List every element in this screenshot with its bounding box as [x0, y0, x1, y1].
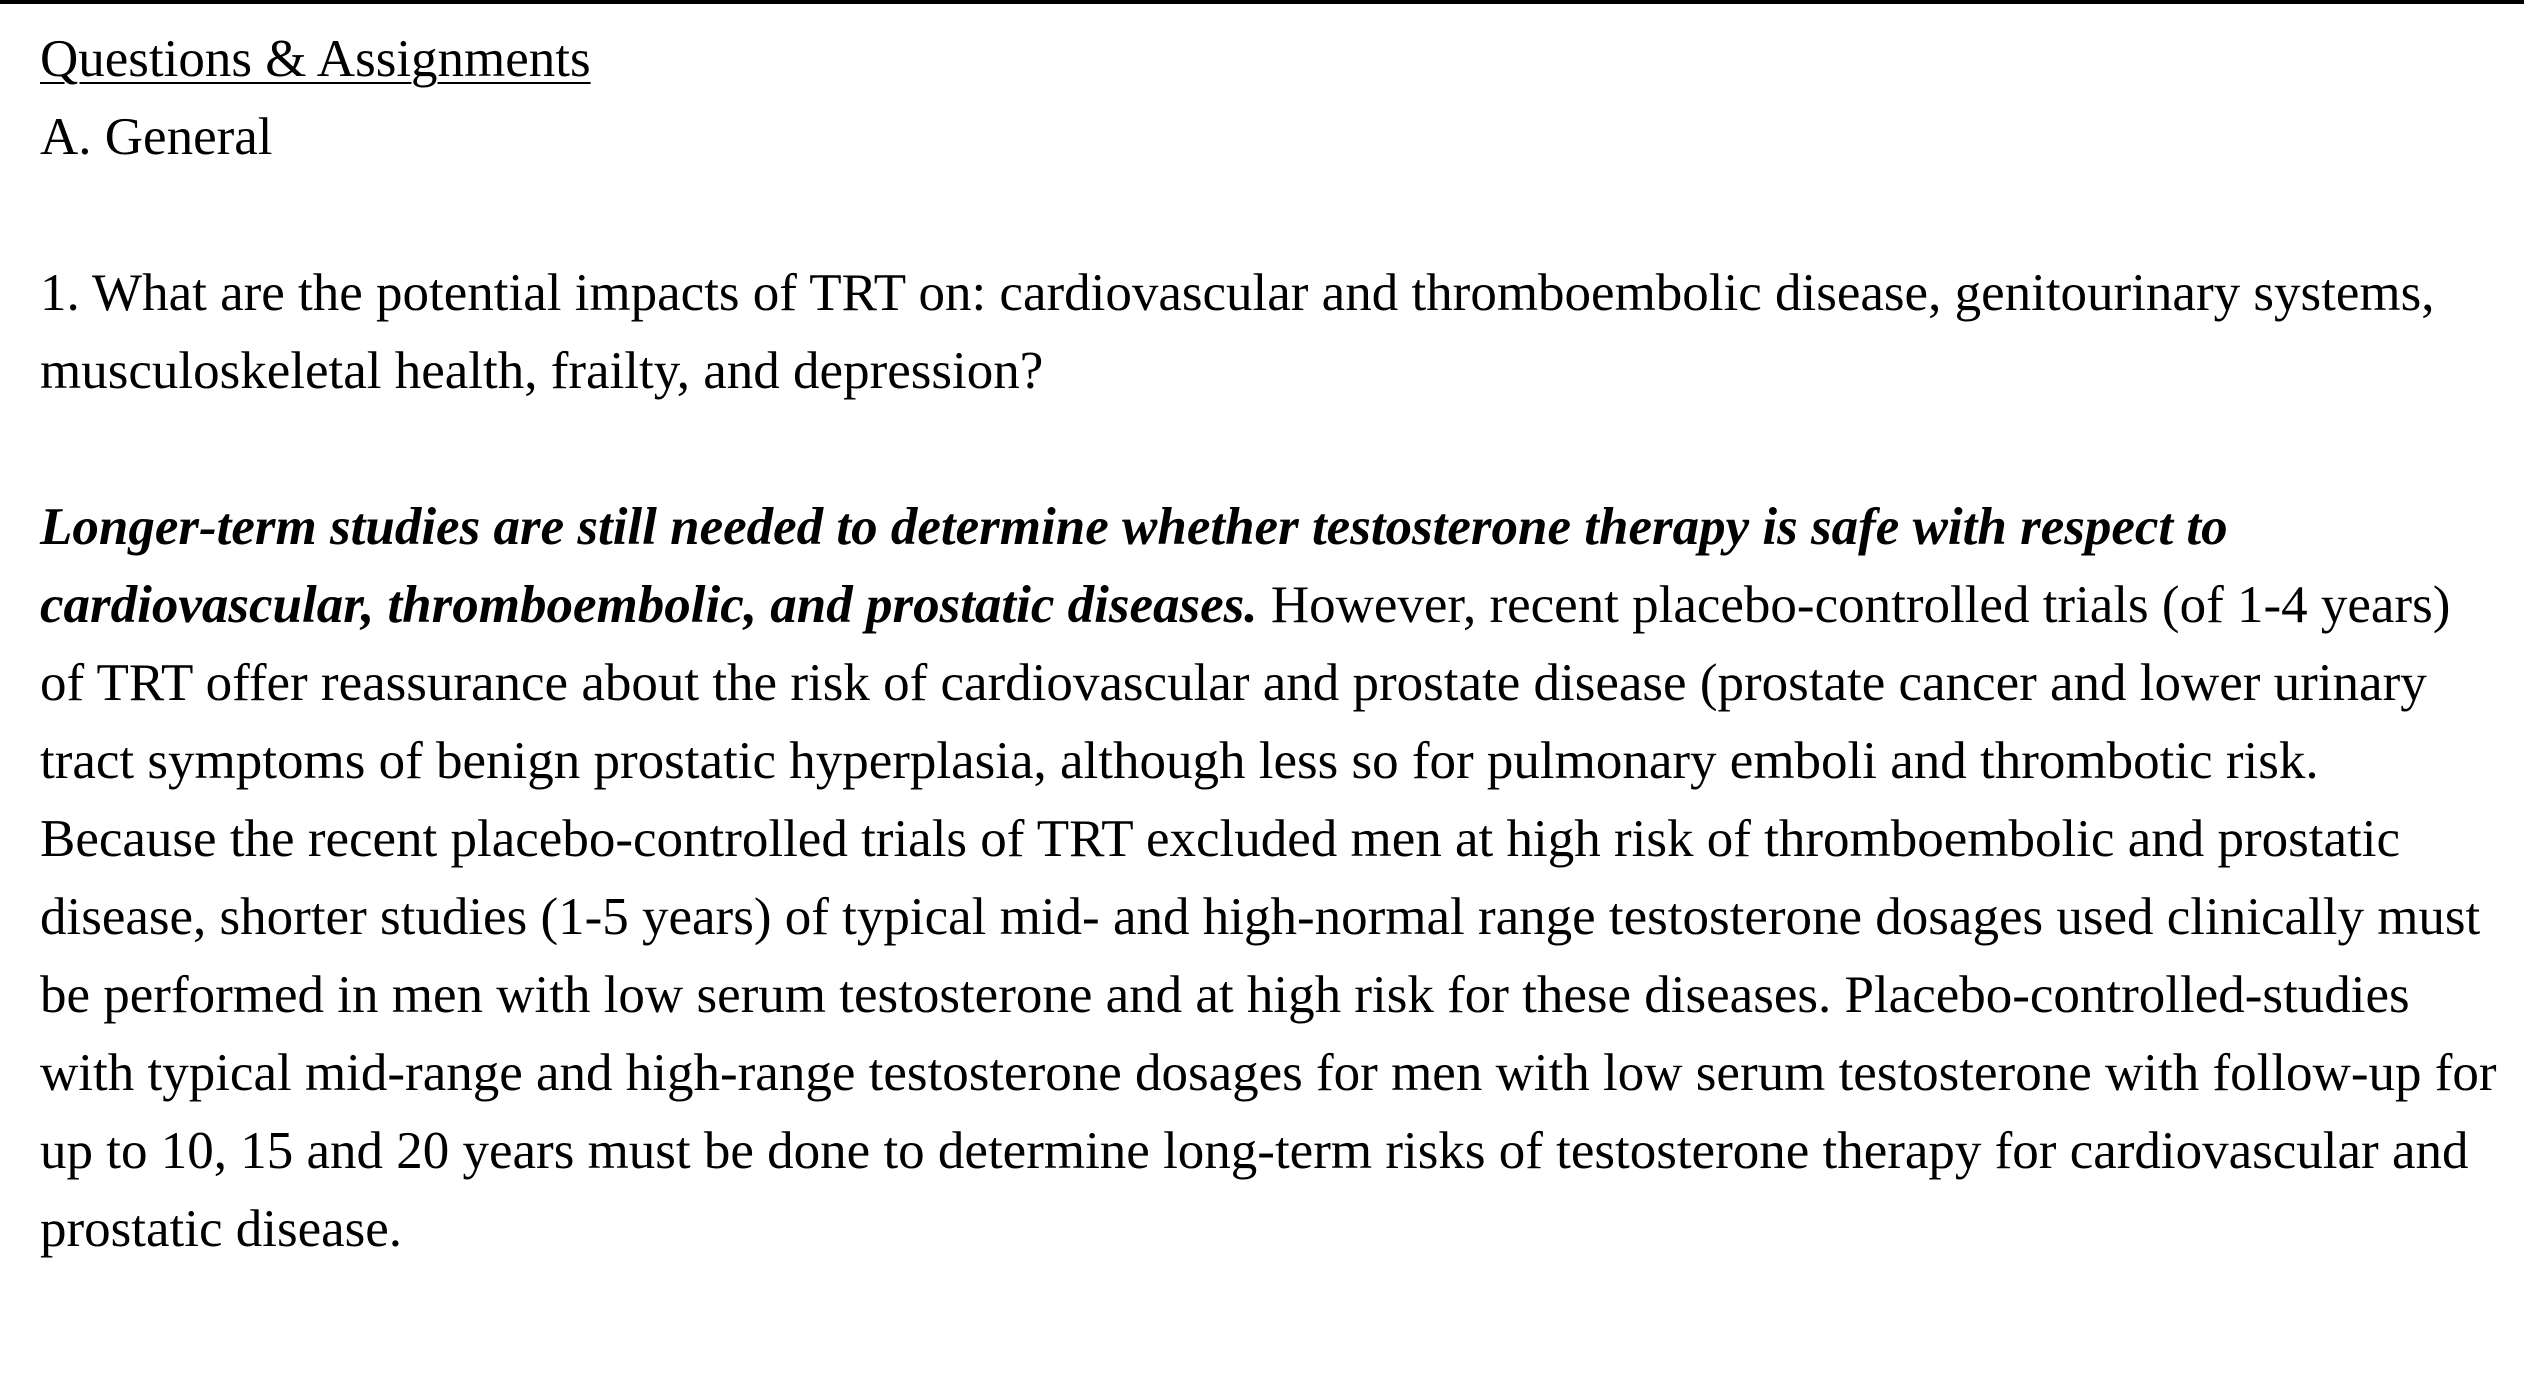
answer-paragraph	[40, 488, 2500, 1268]
question-text: 1. What are the potential impacts of TRT on: cardiovascular and thromboembolic disease, genitourinary systems, musculoskeletal health, frailty, and depression?	[40, 264, 2435, 400]
paragraph-spacer	[40, 176, 2500, 254]
document-body	[40, 20, 2500, 1268]
section-title: Questions & Assignments	[40, 30, 591, 88]
paragraph-spacer	[40, 410, 2500, 488]
answer-body-text: However, recent placebo-controlled trials (of 1-4 years) of TRT offer reassurance about the risk of cardiovascular and prostate disease (prostate cancer and lower urinary tract symptoms of benign prostatic hyperplasia, although less so for pulmonary emboli and thrombotic risk. Because the recent placebo-controlled trials of TRT excluded men at high risk of thromboembolic and prostatic disease, shorter studies (1-5 years) of typical mid- and high-normal range testosterone dosages used clinically must be performed in men with low serum testosterone and at high risk for these diseases. Placebo-controlled-studies with typical mid-range and high-range testosterone dosages for men with low serum testosterone with follow-up for up to 10, 15 and 20 years must be done to determine long-term risks of testosterone therapy for cardiovascular and prostatic disease.	[40, 576, 2497, 1258]
top-border-rule	[0, 0, 2524, 4]
answer-emphasis-text: Longer-term studies are still needed to determine whether testosterone therapy is safe with respect to cardiovascular, thromboembolic, and prostatic diseases.	[40, 498, 2228, 634]
subsection-title: A. General	[40, 108, 273, 166]
